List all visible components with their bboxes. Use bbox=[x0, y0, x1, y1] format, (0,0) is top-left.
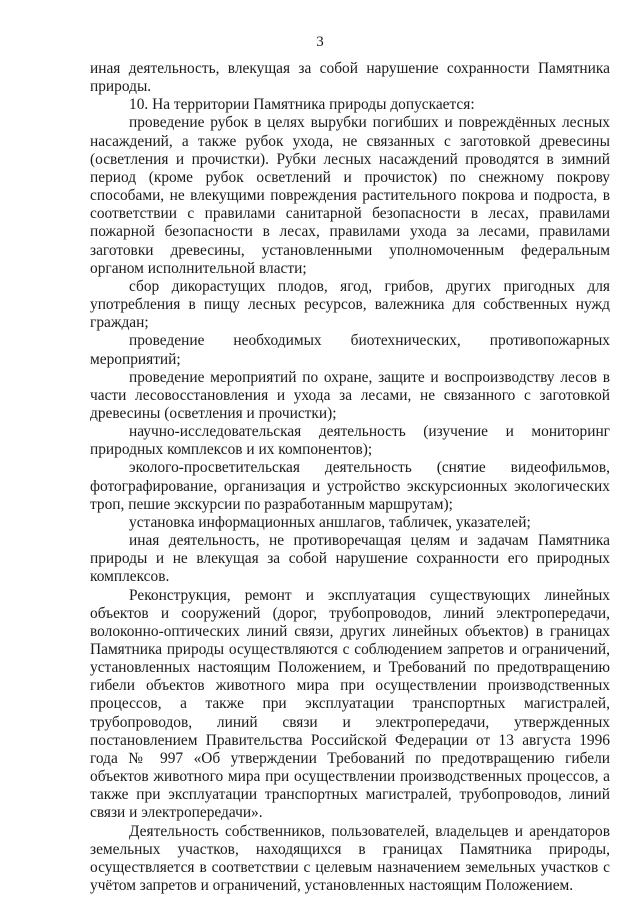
paragraph-linear-objects: Реконструкция, ремонт и эксплуатация существующих линейных объектов и сооружений (дорог, трубопроводов, линий электропередачи, волоконно-оптических линий связи, других линейных объектов) в границах Памятника природы осуществляются с соблюдением запретов и ограничений, установленных настоящим Положением, и Требований по предотвращению гибели объектов животного мира при осуществлении производственных процессов, а также при эксплуатации транспортных магистралей, трубопроводов, линий связи и электропередачи, утвержденных постановлением Правительства Российской Федерации от 13 августа 1996 года № 997 «Об утверждении Требований по предотвращению гибели объектов животного мира при осуществлении производственных процессов, а также при эксплуатации транспортных магистралей, трубопроводов, линий связи и электропередачи». bbox=[90, 586, 610, 822]
paragraph-section-10-heading: 10. На территории Памятника природы допускается: bbox=[129, 96, 475, 114]
paragraph-eco-education: эколого-просветительская деятельность (снятие видеофильмов, фотографирование, организация и устройство экскурсионных экологических троп, пешие экскурсии по разработанным маршрутам); bbox=[90, 459, 610, 513]
paragraph-land-owners: Деятельность собственников, пользователей, владельцев и арендаторов земельных участков, находящихся в границах Памятника природы, осуществляется в соответствии с целевым назначением земельных участков с учётом запретов и ограничений, установленных настоящим Положением. bbox=[90, 822, 610, 895]
paragraph-forest-felling: проведение рубок в целях вырубки погибших и повреждённых лесных насаждений, а также рубок ухода, не связанных с заготовкой древесины (осветления и прочистки). Рубки лесных насаждений проводятся в зимний период (кроме рубок осветлений и прочисток) по снежному покрову способами, не влекущими повреждения растительного покрова и подроста, в соответствии с правилами санитарной безопасности в лесах, правилами пожарной безопасности в лесах, правилами ухода за лесами, правилами заготовки древесины, установленными уполномоченным федеральным органом исполнительной власти; bbox=[90, 114, 610, 277]
document-body bbox=[90, 60, 610, 895]
paragraph-forest-protection: проведение мероприятий по охране, защите и воспроизводству лесов в части лесовосстановления и ухода за лесами, не связанного с заготовкой древесины (осветления и прочистки); bbox=[90, 368, 610, 422]
paragraph-signage: установка информационных аншлагов, табличек, указателей; bbox=[129, 513, 531, 531]
paragraph-prohibited-activity: иная деятельность, влекущая за собой нарушение сохранности Памятника природы. bbox=[90, 60, 610, 96]
paragraph-other-activity: иная деятельность, не противоречащая целям и задачам Памятника природы и не влекущая за собой нарушение сохранности его природных комплексов. bbox=[90, 532, 610, 586]
paragraph-research: научно-исследовательская деятельность (изучение и мониторинг природных комплексов и их компонентов); bbox=[90, 423, 610, 459]
page-number: 3 bbox=[316, 34, 324, 50]
paragraph-wild-harvest: сбор дикорастущих плодов, ягод, грибов, других пригодных для употребления в пищу лесных ресурсов, валежника для собственных нужд граждан; bbox=[90, 277, 610, 332]
paragraph-biotechnical-measures: проведение необходимых биотехнических, противопожарных мероприятий; bbox=[90, 332, 610, 368]
